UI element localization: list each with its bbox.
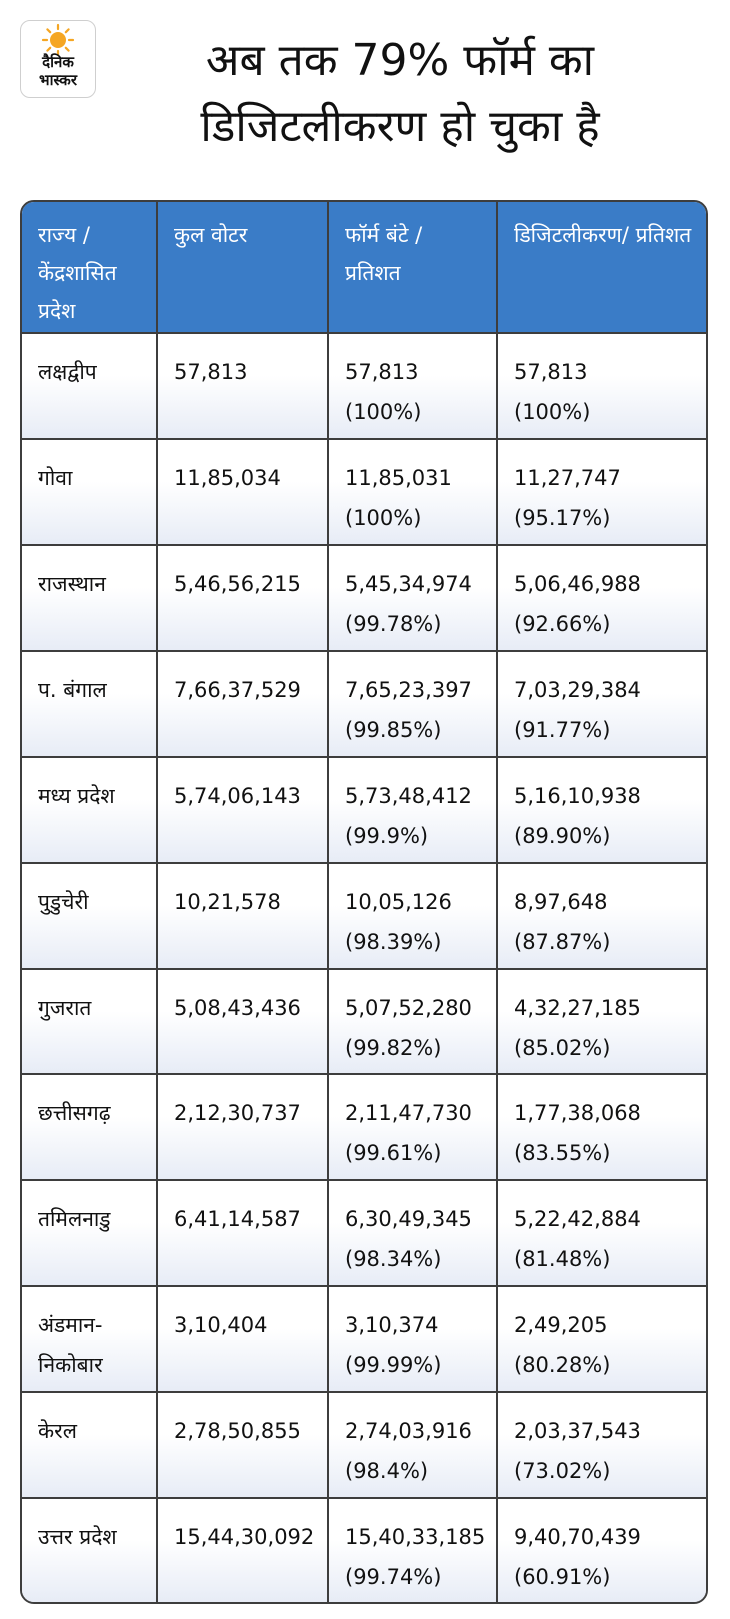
- digital-value: 2,49,205: [514, 1313, 608, 1338]
- digital-percent: (60.91%): [514, 1565, 611, 1590]
- digital-value: 5,22,42,884: [514, 1207, 641, 1232]
- forms-percent: (99.78%): [345, 611, 442, 636]
- cell-voters: [157, 545, 328, 651]
- table-row: [22, 545, 706, 651]
- digital-value: 9,40,70,439: [514, 1525, 641, 1550]
- table-row: [22, 439, 706, 545]
- forms-value: 57,813: [345, 360, 419, 384]
- digital-percent: (83.55%): [514, 1141, 611, 1166]
- voters-value: 5,46,56,215: [174, 571, 301, 596]
- table-header-row: [22, 202, 706, 333]
- cell-forms: [328, 439, 497, 545]
- cell-voters: [157, 757, 328, 863]
- header-state: राज्य / केंद्रशासित प्रदेश: [22, 202, 157, 333]
- cell-state: अंडमान-निकोबार: [22, 1286, 157, 1392]
- cell-state: राजस्थान: [22, 545, 157, 651]
- forms-percent: (100%): [345, 400, 422, 424]
- cell-forms: [328, 757, 497, 863]
- digital-percent: (91.77%): [514, 717, 611, 742]
- forms-value: 5,07,52,280: [345, 995, 472, 1020]
- cell-forms: [328, 1392, 497, 1498]
- cell-voters: [157, 651, 328, 757]
- digital-value: 57,813: [514, 360, 588, 384]
- digital-percent: (80.28%): [514, 1353, 611, 1378]
- cell-state: केरल: [22, 1392, 157, 1498]
- cell-forms: [328, 863, 497, 969]
- logo-line1: दैनिक: [42, 53, 74, 71]
- table-row: [22, 969, 706, 1075]
- forms-percent: (98.34%): [345, 1247, 442, 1272]
- digital-value: 4,32,27,185: [514, 995, 641, 1020]
- cell-digital: [497, 333, 706, 439]
- cell-voters: [157, 1498, 328, 1602]
- header-total-voters: कुल वोटर: [157, 202, 328, 333]
- forms-percent: (100%): [345, 505, 422, 530]
- table-row: [22, 757, 706, 863]
- voters-value: 57,813: [174, 360, 248, 384]
- digital-value: 1,77,38,068: [514, 1101, 641, 1126]
- cell-forms: [328, 969, 497, 1075]
- cell-state: गुजरात: [22, 969, 157, 1075]
- cell-voters: [157, 863, 328, 969]
- cell-voters: [157, 333, 328, 439]
- forms-percent: (99.85%): [345, 717, 442, 742]
- digital-percent: (95.17%): [514, 505, 611, 530]
- forms-value: 2,74,03,916: [345, 1419, 472, 1444]
- digital-value: 5,16,10,938: [514, 783, 641, 808]
- cell-forms: [328, 1074, 497, 1180]
- sun-logo-icon: [21, 21, 95, 97]
- forms-value: 7,65,23,397: [345, 677, 472, 702]
- logo-line2: भास्कर: [39, 71, 77, 89]
- voters-value: 10,21,578: [174, 889, 281, 914]
- page-title: [100, 28, 700, 160]
- cell-digital: [497, 1498, 706, 1602]
- cell-state: पुडुचेरी: [22, 863, 157, 969]
- forms-percent: (99.74%): [345, 1565, 442, 1590]
- forms-value: 11,85,031: [345, 465, 452, 490]
- table-row: [22, 651, 706, 757]
- table-row: [22, 1180, 706, 1286]
- voters-value: 5,74,06,143: [174, 783, 301, 808]
- cell-digital: [497, 439, 706, 545]
- cell-forms: [328, 545, 497, 651]
- digital-percent: (92.66%): [514, 611, 611, 636]
- digital-percent: (89.90%): [514, 823, 611, 848]
- cell-forms: [328, 1180, 497, 1286]
- forms-value: 6,30,49,345: [345, 1207, 472, 1232]
- forms-percent: (99.9%): [345, 823, 429, 848]
- cell-digital: [497, 651, 706, 757]
- digital-percent: (81.48%): [514, 1247, 611, 1272]
- cell-forms: [328, 651, 497, 757]
- table-row: [22, 333, 706, 439]
- forms-value: 5,45,34,974: [345, 571, 472, 596]
- table-row: [22, 863, 706, 969]
- title-line1: अब तक 79% फॉर्म का: [205, 35, 595, 86]
- cell-state: मध्य प्रदेश: [22, 757, 157, 863]
- cell-digital: [497, 1392, 706, 1498]
- title-line2: डिजिटलीकरण हो चुका है: [200, 101, 600, 152]
- forms-value: 10,05,126: [345, 889, 452, 914]
- cell-forms: [328, 333, 497, 439]
- cell-digital: [497, 545, 706, 651]
- cell-voters: [157, 1074, 328, 1180]
- cell-digital: [497, 1074, 706, 1180]
- digital-percent: (73.02%): [514, 1459, 611, 1484]
- digital-percent: (100%): [514, 400, 591, 424]
- voters-value: 11,85,034: [174, 465, 281, 490]
- cell-voters: [157, 1392, 328, 1498]
- forms-value: 3,10,374: [345, 1313, 439, 1338]
- digital-value: 5,06,46,988: [514, 571, 641, 596]
- digital-value: 7,03,29,384: [514, 677, 641, 702]
- cell-digital: [497, 969, 706, 1075]
- cell-voters: [157, 1180, 328, 1286]
- voters-value: 2,78,50,855: [174, 1419, 301, 1444]
- cell-state: उत्तर प्रदेश: [22, 1498, 157, 1602]
- voters-value: 7,66,37,529: [174, 677, 301, 702]
- forms-percent: (98.4%): [345, 1459, 429, 1484]
- cell-digital: [497, 757, 706, 863]
- forms-value: 2,11,47,730: [345, 1101, 472, 1126]
- cell-voters: [157, 969, 328, 1075]
- cell-voters: [157, 439, 328, 545]
- forms-percent: (98.39%): [345, 929, 442, 954]
- forms-percent: (99.61%): [345, 1141, 442, 1166]
- cell-voters: [157, 1286, 328, 1392]
- digital-value: 8,97,648: [514, 889, 608, 914]
- forms-percent: (99.82%): [345, 1035, 442, 1060]
- table-row: [22, 1392, 706, 1498]
- voters-value: 5,08,43,436: [174, 995, 301, 1020]
- voters-value: 2,12,30,737: [174, 1101, 301, 1126]
- cell-forms: [328, 1286, 497, 1392]
- cell-state: गोवा: [22, 439, 157, 545]
- cell-state: लक्षद्वीप: [22, 333, 157, 439]
- digitization-table: [22, 202, 706, 1602]
- cell-digital: [497, 1286, 706, 1392]
- cell-forms: [328, 1498, 497, 1602]
- voters-value: 15,44,30,092: [174, 1525, 315, 1550]
- header-digitized: डिजिटलीकरण/ प्रतिशत: [497, 202, 706, 333]
- cell-state: प. बंगाल: [22, 651, 157, 757]
- table-row: [22, 1498, 706, 1602]
- cell-digital: [497, 863, 706, 969]
- digital-percent: (87.87%): [514, 929, 611, 954]
- voters-value: 6,41,14,587: [174, 1207, 301, 1232]
- cell-state: छत्तीसगढ़: [22, 1074, 157, 1180]
- voters-value: 3,10,404: [174, 1313, 268, 1338]
- cell-state: तमिलनाडु: [22, 1180, 157, 1286]
- forms-value: 15,40,33,185: [345, 1525, 486, 1550]
- table-row: [22, 1074, 706, 1180]
- forms-value: 5,73,48,412: [345, 783, 472, 808]
- forms-percent: (99.99%): [345, 1353, 442, 1378]
- header-forms-distributed: फॉर्म बंटे / प्रतिशत: [328, 202, 497, 333]
- table-row: [22, 1286, 706, 1392]
- brand-logo: [20, 20, 96, 98]
- digitization-table-container: [20, 200, 708, 1604]
- digital-value: 2,03,37,543: [514, 1419, 641, 1444]
- digital-value: 11,27,747: [514, 465, 621, 490]
- digital-percent: (85.02%): [514, 1035, 611, 1060]
- cell-digital: [497, 1180, 706, 1286]
